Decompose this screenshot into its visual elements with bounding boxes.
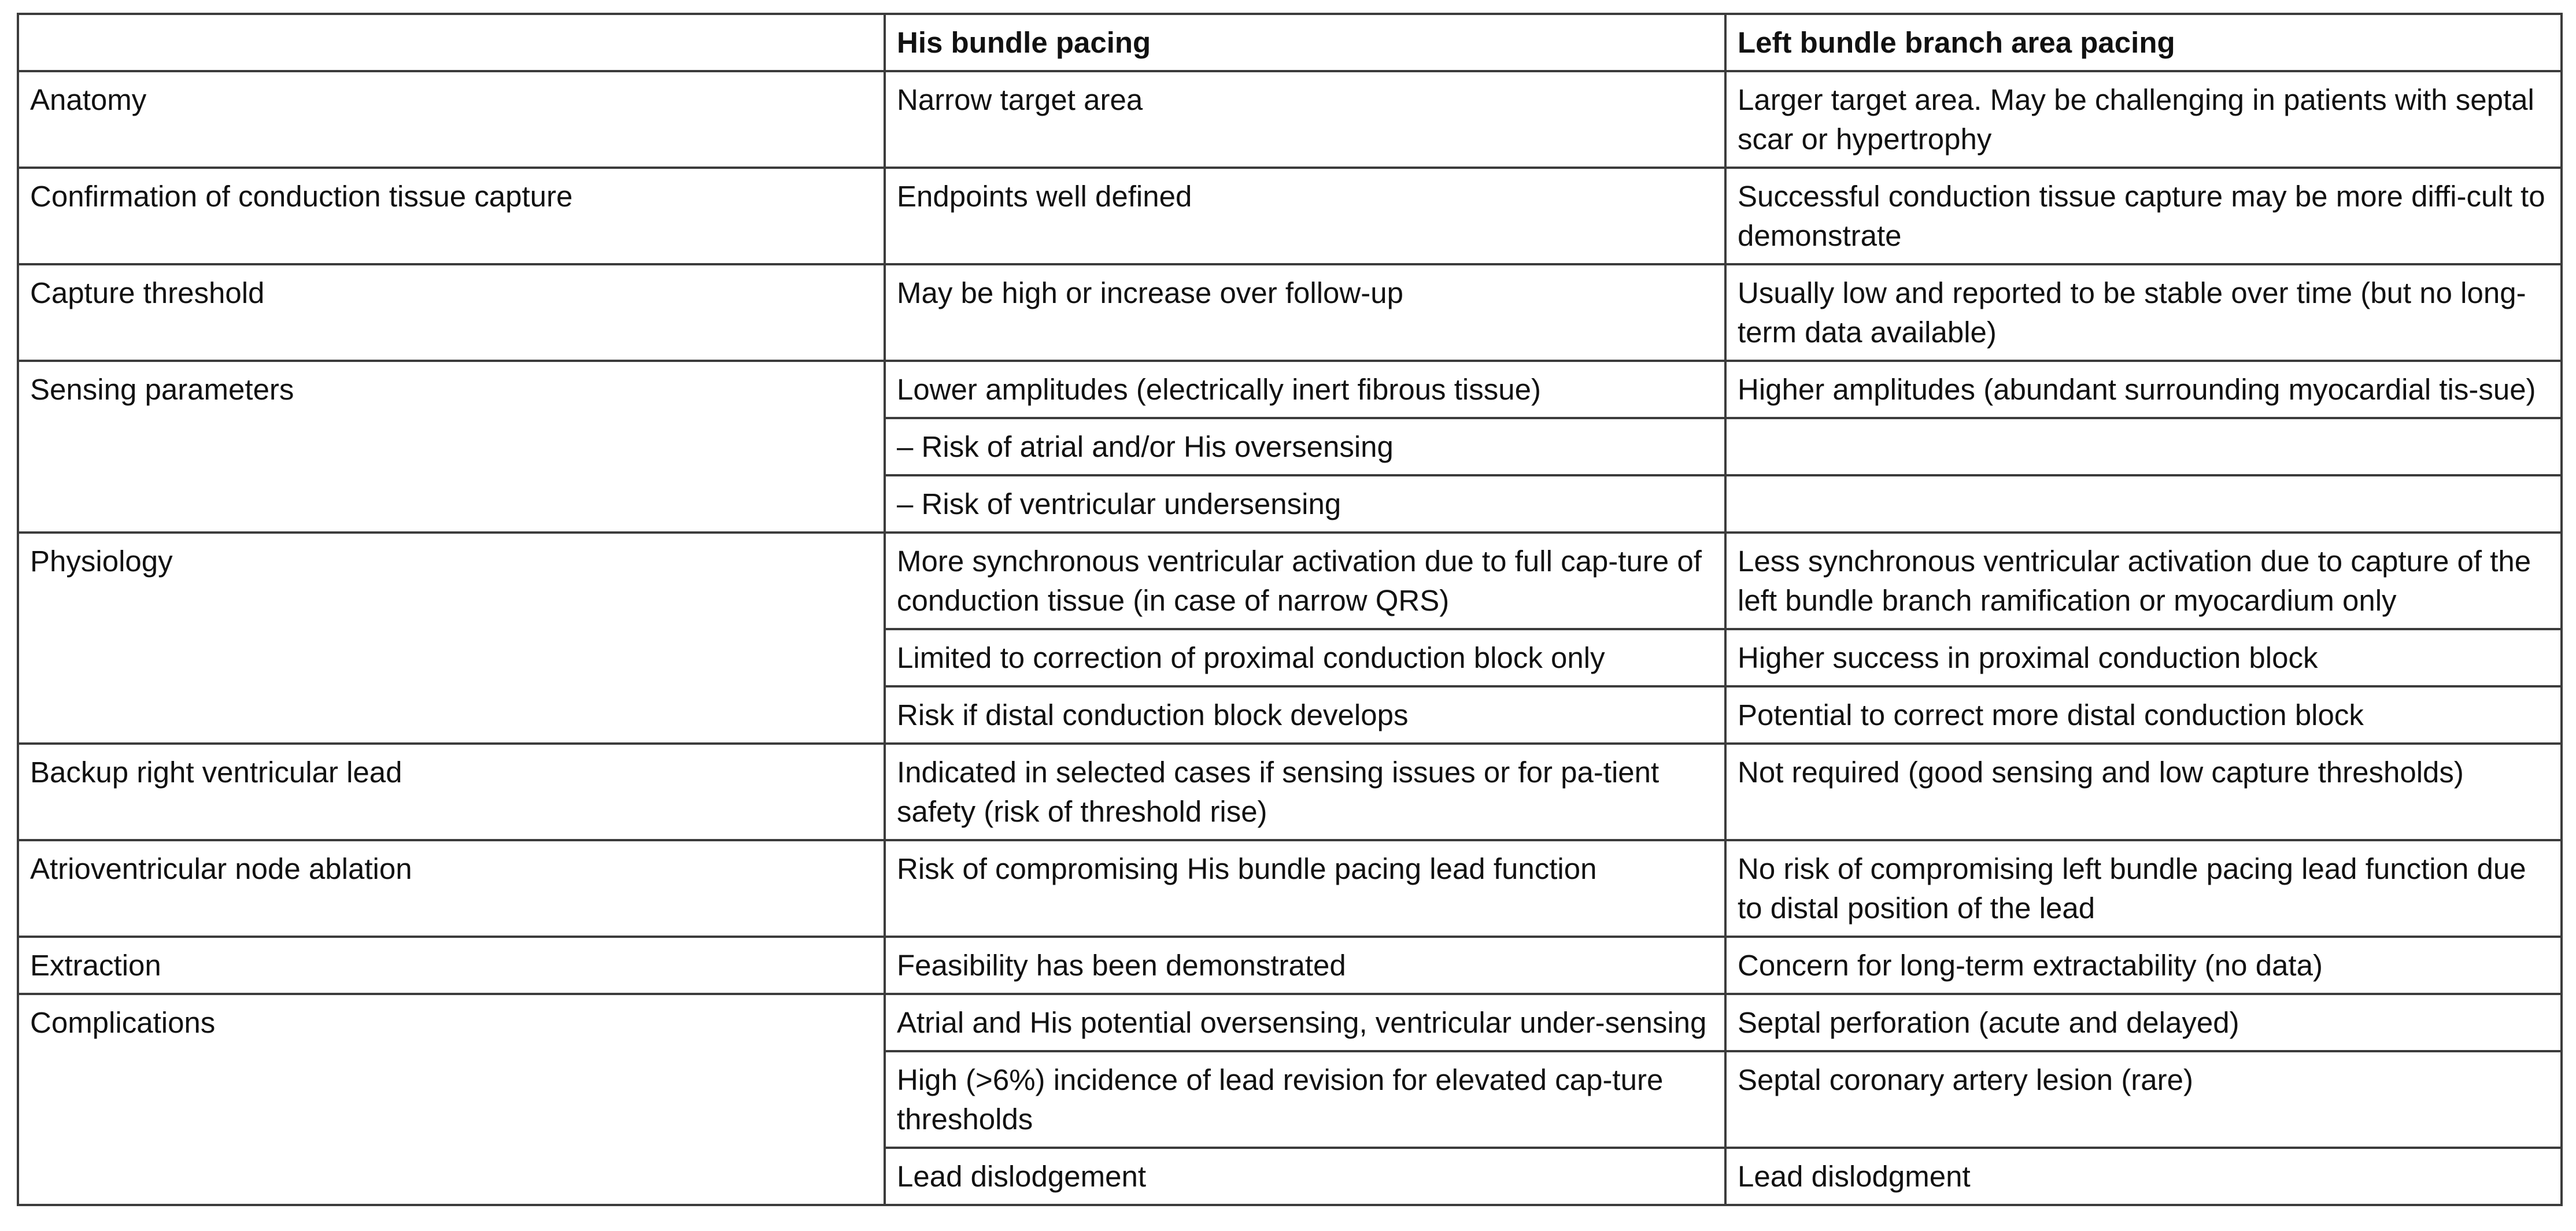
table-row bbox=[18, 744, 2562, 840]
his-cell: – Risk of atrial and/or His oversensing bbox=[885, 418, 1725, 475]
lbb-cell: Septal coronary artery lesion (rare) bbox=[1725, 1051, 2562, 1148]
row-label-sensing-parameters: Sensing parameters bbox=[18, 361, 885, 533]
lbb-cell: Less synchronous ventricular activation due to capture of the left bundle branch ramification or myocardium only bbox=[1725, 533, 2562, 629]
table-row bbox=[18, 994, 2562, 1051]
his-cell: Risk of compromising His bundle pacing lead function bbox=[885, 840, 1725, 937]
header-his-bundle-pacing: His bundle pacing bbox=[885, 14, 1725, 71]
row-label-confirmation: Confirmation of conduction tissue capture bbox=[18, 168, 885, 264]
lbb-cell: Lead dislodgment bbox=[1725, 1148, 2562, 1205]
lbb-cell: Higher success in proximal conduction block bbox=[1725, 629, 2562, 686]
row-label-complications: Complications bbox=[18, 994, 885, 1205]
his-cell: High (>6%) incidence of lead revision for elevated cap-ture thresholds bbox=[885, 1051, 1725, 1148]
his-cell: Risk if distal conduction block develops bbox=[885, 686, 1725, 744]
his-cell: – Risk of ventricular undersensing bbox=[885, 475, 1725, 533]
row-label-physiology: Physiology bbox=[18, 533, 885, 744]
table-row bbox=[18, 361, 2562, 418]
table-row bbox=[18, 264, 2562, 361]
lbb-cell-empty bbox=[1725, 418, 2562, 475]
his-cell: Indicated in selected cases if sensing issues or for pa-tient safety (risk of threshold rise) bbox=[885, 744, 1725, 840]
header-empty-cell bbox=[18, 14, 885, 71]
header-left-bundle-branch-area-pacing: Left bundle branch area pacing bbox=[1725, 14, 2562, 71]
his-cell: Feasibility has been demonstrated bbox=[885, 937, 1725, 994]
his-cell: More synchronous ventricular activation due to full cap-ture of conduction tissue (in case of narrow QRS) bbox=[885, 533, 1725, 629]
his-cell: Atrial and His potential oversensing, ventricular under-sensing bbox=[885, 994, 1725, 1051]
lbb-cell: Septal perforation (acute and delayed) bbox=[1725, 994, 2562, 1051]
table-row bbox=[18, 71, 2562, 168]
table-row bbox=[18, 533, 2562, 629]
lbb-cell: Concern for long-term extractability (no data) bbox=[1725, 937, 2562, 994]
table-row bbox=[18, 840, 2562, 937]
lbb-cell: Not required (good sensing and low capture thresholds) bbox=[1725, 744, 2562, 840]
lbb-cell: No risk of compromising left bundle pacing lead function due to distal position of the lead bbox=[1725, 840, 2562, 937]
header-row bbox=[18, 14, 2562, 71]
table-row bbox=[18, 168, 2562, 264]
his-cell: Endpoints well defined bbox=[885, 168, 1725, 264]
row-label-backup-rv-lead: Backup right ventricular lead bbox=[18, 744, 885, 840]
his-cell: Narrow target area bbox=[885, 71, 1725, 168]
lbb-cell: Successful conduction tissue capture may be more diffi-cult to demonstrate bbox=[1725, 168, 2562, 264]
table-row bbox=[18, 937, 2562, 994]
lbb-cell: Usually low and reported to be stable over time (but no long-term data available) bbox=[1725, 264, 2562, 361]
comparison-table-container bbox=[17, 13, 2560, 1206]
row-label-anatomy: Anatomy bbox=[18, 71, 885, 168]
row-label-av-node-ablation: Atrioventricular node ablation bbox=[18, 840, 885, 937]
row-label-capture-threshold: Capture threshold bbox=[18, 264, 885, 361]
lbb-cell: Larger target area. May be challenging in patients with septal scar or hypertrophy bbox=[1725, 71, 2562, 168]
comparison-table bbox=[17, 13, 2563, 1206]
his-cell: Lower amplitudes (electrically inert fibrous tissue) bbox=[885, 361, 1725, 418]
lbb-cell: Potential to correct more distal conduction block bbox=[1725, 686, 2562, 744]
his-cell: Lead dislodgement bbox=[885, 1148, 1725, 1205]
lbb-cell: Higher amplitudes (abundant surrounding myocardial tis-sue) bbox=[1725, 361, 2562, 418]
his-cell: May be high or increase over follow-up bbox=[885, 264, 1725, 361]
lbb-cell-empty bbox=[1725, 475, 2562, 533]
row-label-extraction: Extraction bbox=[18, 937, 885, 994]
his-cell: Limited to correction of proximal conduction block only bbox=[885, 629, 1725, 686]
